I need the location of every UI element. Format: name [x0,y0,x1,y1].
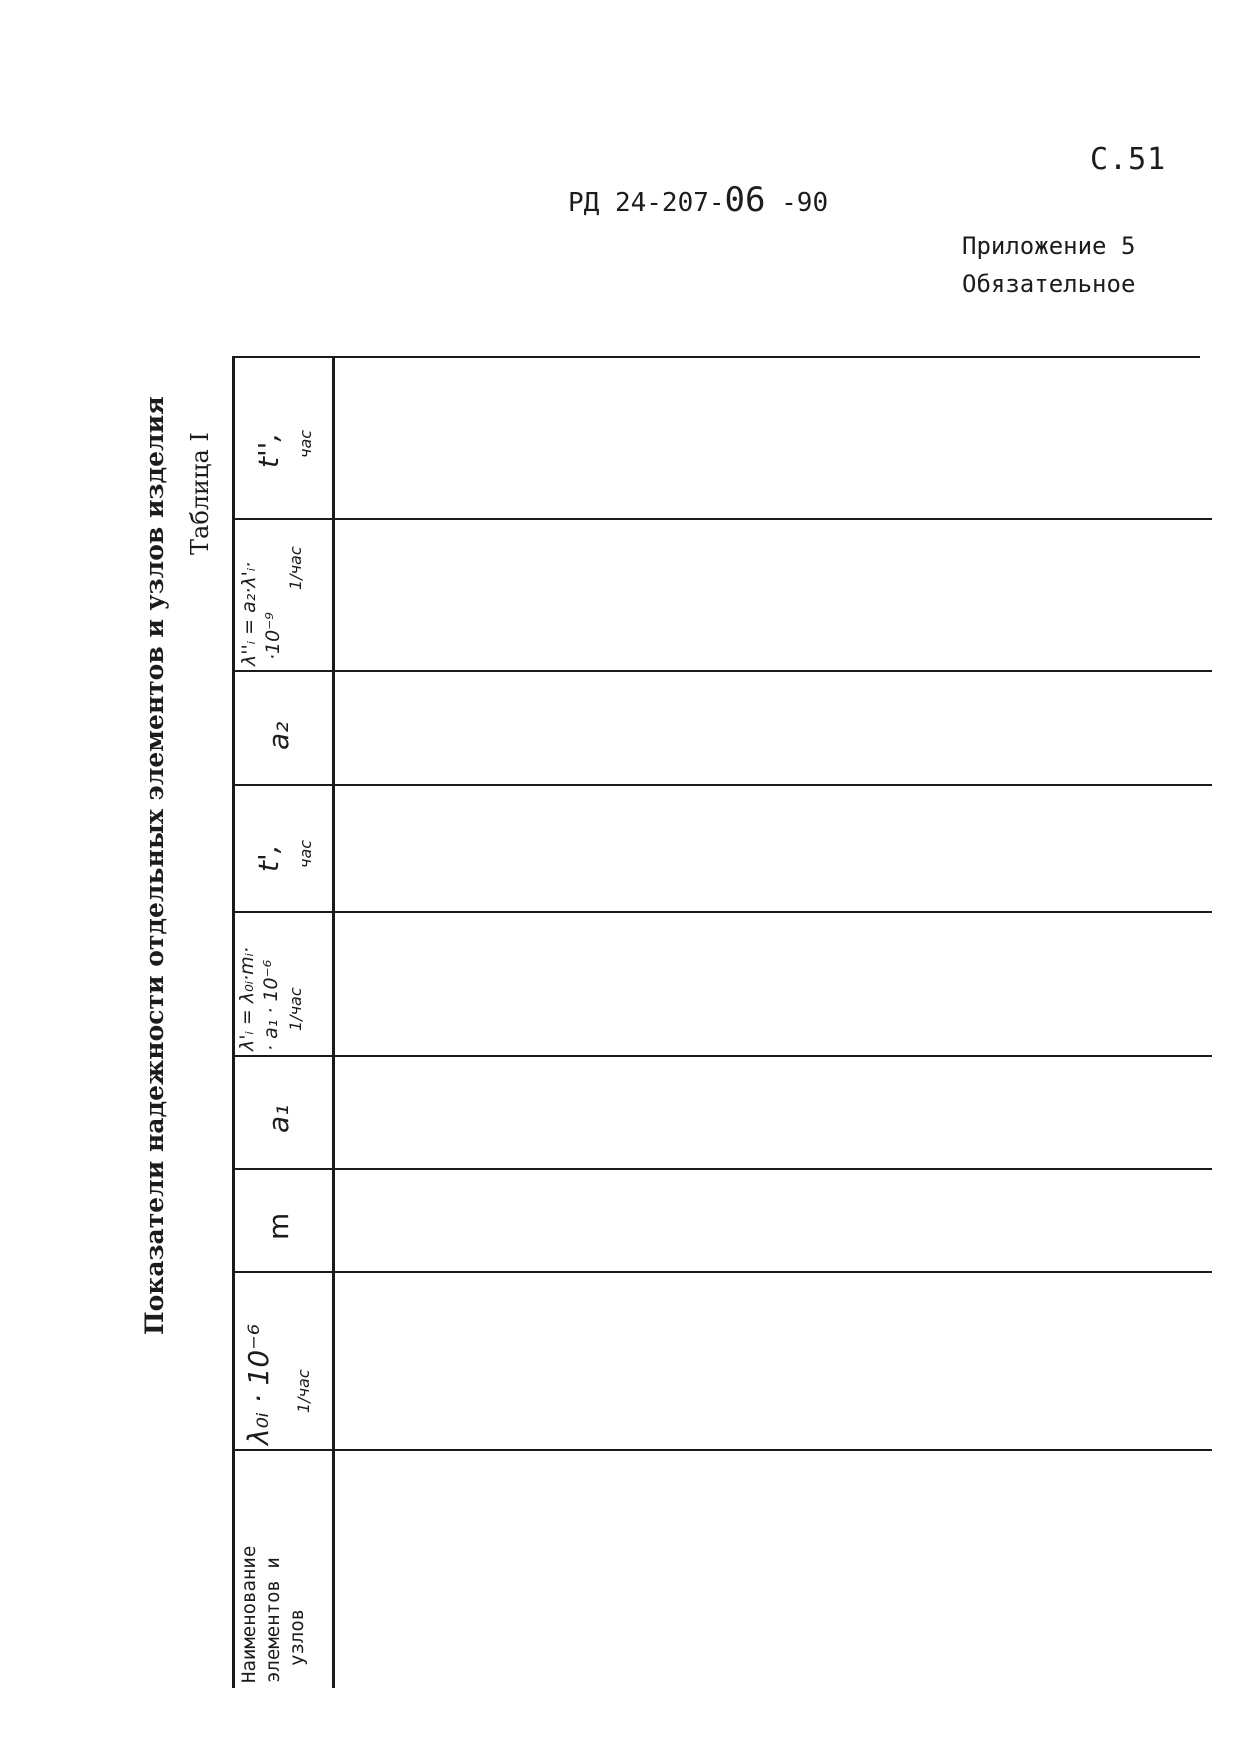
column-header-a1 [232,1057,332,1167]
row-divider [232,1168,1212,1170]
table-number-label: Таблица I [186,432,214,555]
row-divider [232,518,1212,520]
column-header-lambda0-unit: 1/час [294,1369,313,1413]
row-divider [232,1055,1212,1057]
column-header-t2-label: t'', [252,432,285,468]
row-divider [232,670,1212,672]
row-divider [232,911,1212,913]
column-header-a1-label: a₁ [262,1104,295,1133]
column-header-t1-unit: час [296,839,315,868]
column-header-t1 [232,786,332,910]
document-code-number: 06 [724,180,766,220]
column-header-name-line1: Наименование [238,1545,260,1683]
annex-type-label: Обязательное [962,270,1136,298]
column-header-lambda1-formula-line2: · a₁ · 10⁻⁶ [260,959,282,1051]
column-header-lambda1 [232,913,332,1054]
column-header-lambda1-formula: λ'ᵢ = λ₀ᵢ·mᵢ· [236,946,258,1051]
column-header-t2-unit: час [296,429,315,458]
document-code-prefix: РД 24-207- [568,188,725,218]
column-header-lambda0 [232,1273,332,1449]
column-header-t2 [232,358,332,516]
column-header-lambda2-unit: 1/час [286,546,305,590]
column-header-name-line2: элементов и [262,1557,284,1683]
document-code-suffix: -90 [765,188,829,218]
column-header-name [232,1451,332,1686]
column-header-lambda0-formula: λ₀ᵢ · 10⁻⁶ [242,1323,275,1445]
column-header-lambda2 [232,520,332,668]
page-number: С.51 [1090,142,1167,177]
column-header-lambda1-unit: 1/час [286,987,305,1031]
annex-label: Приложение 5 [962,232,1136,260]
column-header-t1-label: t', [252,844,285,872]
column-header-m [232,1170,332,1270]
column-header-a2 [232,672,332,782]
row-divider [232,1449,1212,1451]
row-divider [232,1271,1212,1273]
column-header-m-label: m [262,1212,295,1240]
table-title: Показатели надежности отдельных элементов и узлов изделия [140,396,169,1335]
column-header-lambda2-formula: λ''ᵢ = a₂·λ'ᵢ· [238,561,260,666]
table-header-border [332,356,335,1688]
column-header-a2-label: a₂ [262,721,295,750]
column-header-lambda2-formula-line2: ·10⁻⁹ [262,612,284,660]
table-top-border [232,356,1200,358]
column-header-name-line3: узлов [286,1608,308,1666]
document-code [568,180,828,220]
row-divider [232,784,1212,786]
